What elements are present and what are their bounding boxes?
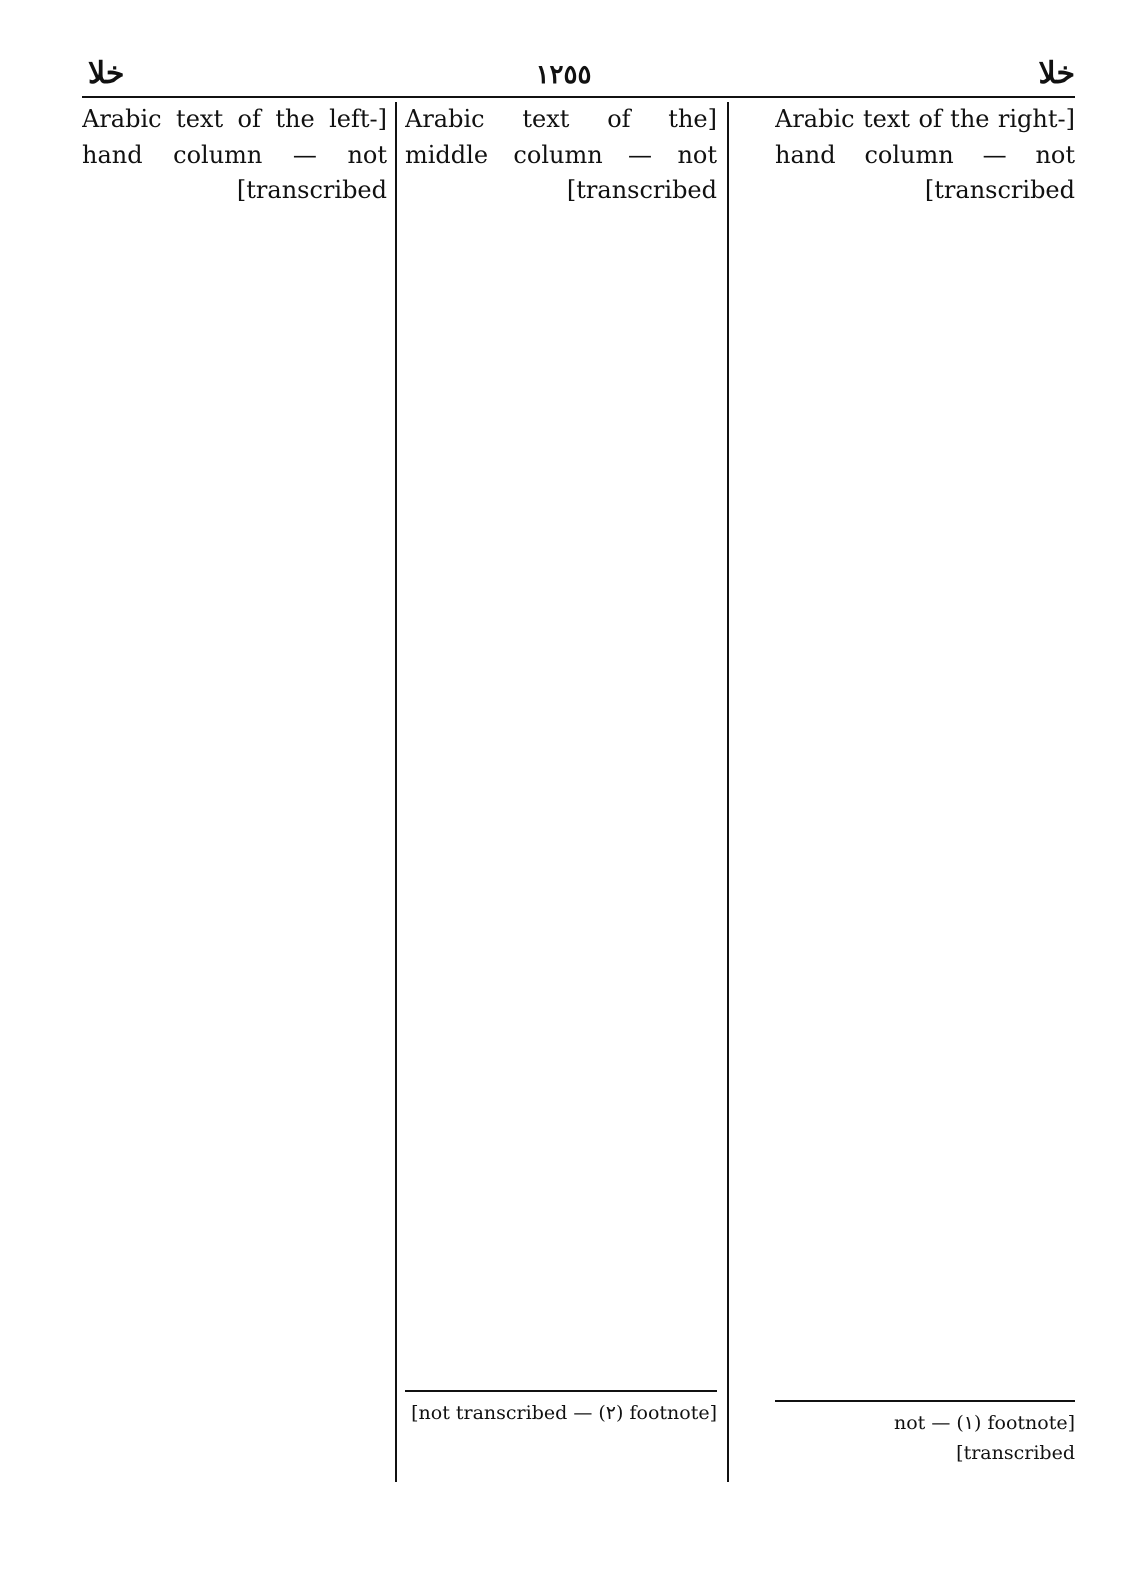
footnote-rule-middle bbox=[405, 1390, 717, 1392]
footnote-rule-right bbox=[775, 1400, 1075, 1402]
footnote-right: [footnote (١) — not transcribed] bbox=[893, 1412, 1075, 1464]
text-column-right: [Arabic text of the right-hand column — not transcribed] bbox=[775, 105, 1075, 204]
text-column-middle: [Arabic text of the middle column — not transcribed] bbox=[405, 105, 717, 204]
running-head-right: خلا bbox=[1038, 56, 1075, 91]
text-column-left: [Arabic text of the left-hand column — not transcribed] bbox=[82, 105, 387, 204]
footnote-middle: [footnote (٢) — not transcribed] bbox=[411, 1402, 717, 1424]
column-divider-left bbox=[395, 102, 397, 1482]
page-number: ١٢٥٥ bbox=[535, 60, 592, 90]
running-head-left: خلا bbox=[88, 56, 125, 91]
header-rule bbox=[82, 96, 1075, 98]
column-divider-right bbox=[727, 102, 729, 1482]
